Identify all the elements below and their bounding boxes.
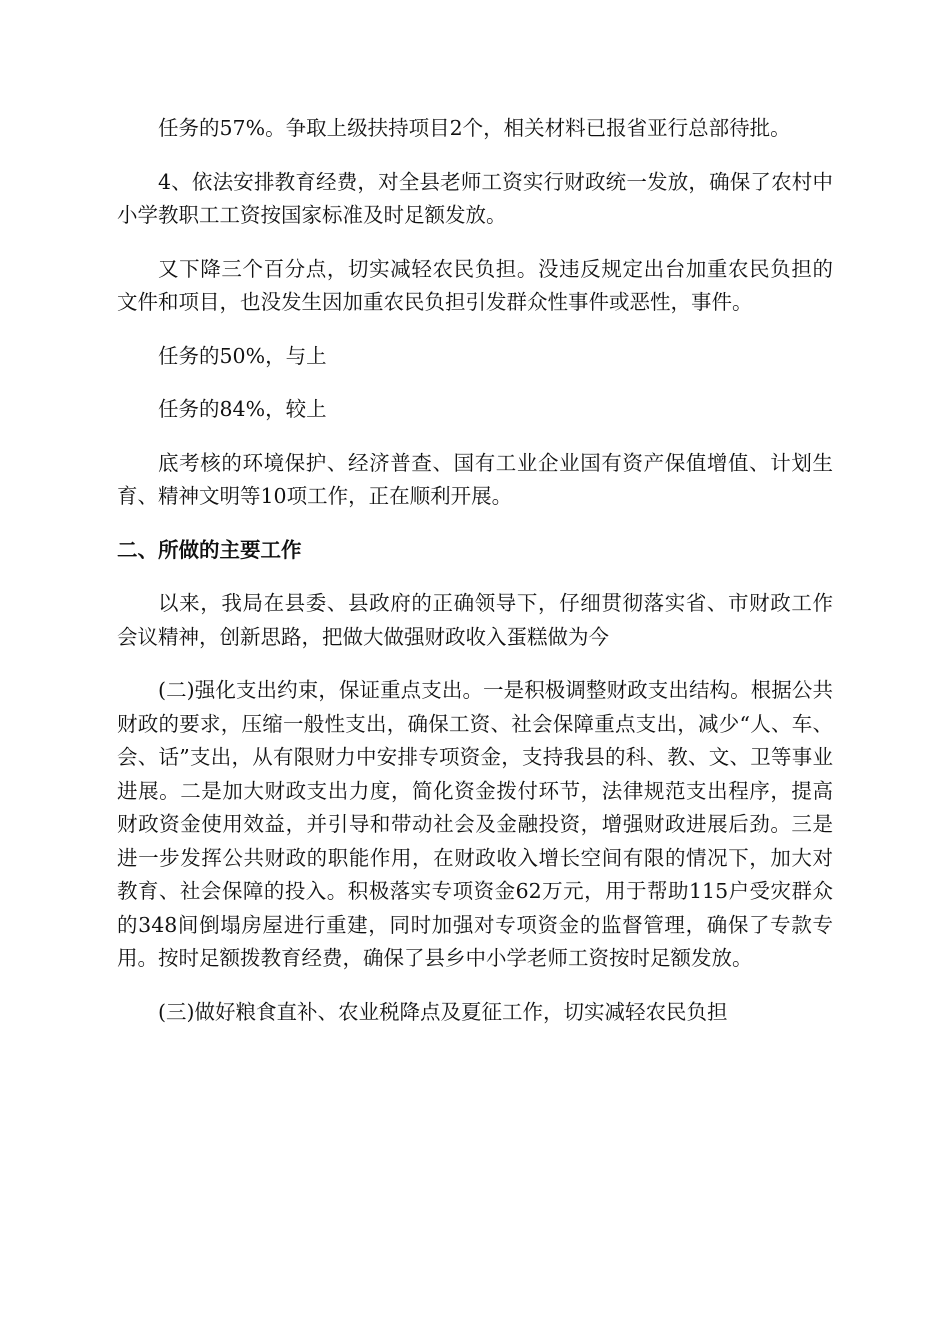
paragraph-task-50: 任务的50%，与上 [158, 343, 327, 368]
paragraph-task-57: 任务的57%。争取上级扶持项目2个，相关材料已报省亚行总部待批。 [158, 116, 791, 140]
paragraph-education-funding: 4、依法安排教育经费，对全县老师工资实行财政统一发放，确保了农村中小学教职工工资按国家标准及时足额发放。 [117, 169, 833, 227]
section-heading-main-work: 二、所做的主要工作 [117, 537, 302, 562]
paragraph-assessment: 底考核的环境保护、经济普查、国有工业企业国有资产保值增值、计划生育、精神文明等10项工作，正在顺利开展。 [117, 450, 833, 508]
paragraph-grain-subsidy: (三)做好粮食直补、农业税降点及夏征工作，切实减轻农民负担 [158, 999, 728, 1024]
paragraph-farmer-burden: 又下降三个百分点，切实减轻农民负担。没违反规定出台加重农民负担的文件和项目，也没发生因加重农民负担引发群众性事件或恶性，事件。 [117, 256, 833, 314]
paragraph-task-84: 任务的84%，较上 [158, 397, 327, 421]
paragraph-expenditure-control: (二)强化支出约束，保证重点支出。一是积极调整财政支出结构。根据公共财政的要求，压缩一般性支出，确保工资、社会保障重点支出，减少“人、车、会、话”支出，从有限财力中安排专项资金，支持我县的科、教、文、卫等事业进展。二是加大财政支出力度，简化资金拨付环节，法律规范支出程序，提高财政资金使用效益，并引导和带动社会及金融投资，增强财政进展后劲。三是进一步发挥公共财政的职能作用，在财政收入增长空间有限的情况下，加大对教育、社会保障的投入。积极落实专项资金62万元，用于帮助115户受灾群众的348间倒塌房屋进行重建，同时加强对专项资金的监督管理，确保了专款专用。按时足额拨教育经费，确保了县乡中小学老师工资按时足额发放。 [117, 678, 833, 970]
document-body [117, 112, 833, 1029]
paragraph-introduction: 以来，我局在县委、县政府的正确领导下，仔细贯彻落实省、市财政工作会议精神，创新思路，把做大做强财政收入蛋糕做为今 [117, 591, 833, 649]
